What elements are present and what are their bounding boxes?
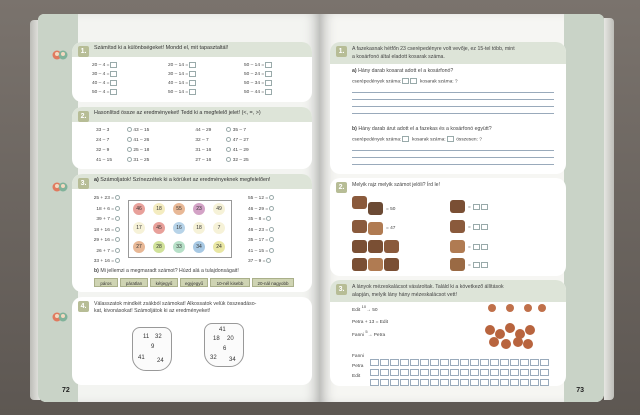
comparison-sign-slot[interactable]: [226, 127, 231, 132]
answer-circle[interactable]: [269, 195, 274, 200]
left-page: [38, 14, 320, 402]
name-label-edit: Edit: [352, 374, 361, 379]
number-circle[interactable]: 7: [213, 222, 225, 234]
compare-right: 41 – 29: [232, 148, 249, 153]
option-odd[interactable]: páratlan: [120, 278, 148, 287]
part-a-text: Számoljatok! Színezzétek ki a körüket az eredményeknek megfelelően!: [100, 177, 271, 183]
grid-cell: [191, 202, 207, 216]
operation: 46 – 23 =: [248, 227, 269, 233]
grid-cell: [171, 240, 187, 254]
ex1-item: 20 – 4 =: [92, 63, 110, 68]
compare-right: 25 – 18: [133, 148, 150, 153]
exercise-3-box: [72, 174, 312, 292]
statement-1: Edit $^{10}$→ 50: [352, 304, 378, 313]
grid-cell: [211, 202, 227, 216]
comparison-sign-slot[interactable]: [127, 147, 132, 152]
number-circle[interactable]: 24: [213, 241, 225, 253]
answer-box[interactable]: [481, 262, 488, 268]
option-two-digit[interactable]: kétjegyű: [150, 278, 178, 287]
basket-icon: [384, 240, 399, 253]
name: Petra: [373, 333, 386, 338]
writing-line[interactable]: [352, 164, 554, 165]
sack-number: 18: [213, 336, 220, 342]
grid-cell: [151, 221, 167, 235]
value: 50: [372, 308, 378, 313]
pot-icon: [368, 240, 383, 253]
sack-number: 24: [157, 358, 164, 364]
data-label: cserépedények száma:: [352, 137, 402, 143]
exercise-number: 1.: [78, 46, 89, 57]
sack-number: 32: [210, 355, 217, 361]
ex1-item: 40 – 4 =: [92, 81, 110, 86]
grid-cell: [131, 202, 147, 216]
answer-box[interactable]: [265, 80, 272, 86]
answer-box[interactable]: [402, 136, 409, 142]
equation-result: = 47: [386, 226, 396, 231]
question-b-text: Hány darab árut adott el a fazekas és a kosárfonó együtt?: [358, 126, 492, 132]
compare-right: 35 – 7: [232, 128, 247, 133]
operation: 18 + 6 =: [96, 206, 114, 212]
exercise-number: 2.: [78, 111, 89, 122]
answer-box[interactable]: [110, 62, 117, 68]
comparison-sign-slot[interactable]: [226, 147, 231, 152]
ex1-item: 40 – 14 =: [168, 81, 189, 86]
data-label: kosarak száma:: [412, 137, 446, 143]
ex2-comparisons: [96, 126, 249, 166]
option-greater-than-20[interactable]: 20-nál nagyobb: [252, 278, 294, 287]
word-problem-1-box: [330, 42, 566, 174]
number-circle[interactable]: 49: [213, 203, 225, 215]
number-circle[interactable]: 27: [133, 241, 145, 253]
grid-cell: [171, 221, 187, 235]
sack-number: 41: [219, 327, 226, 333]
sack-number: 41: [138, 355, 145, 361]
right-page-edge: [604, 18, 614, 400]
comparison-sign-slot[interactable]: [127, 157, 132, 162]
exercise-1-box: [72, 42, 312, 102]
ex3-left-operations: [80, 194, 120, 268]
problem-text-line-2: a kosárfonó által eladott kosarak száma.: [352, 54, 445, 60]
writing-line[interactable]: [352, 106, 554, 107]
operation: 37 – 9 =: [248, 259, 266, 264]
compare-right: 31 – 25: [133, 158, 150, 163]
exercise-instruction: [94, 177, 271, 183]
exercise-number: 2.: [336, 182, 347, 193]
compare-left: 24 – 7: [96, 138, 110, 143]
answer-box[interactable]: [410, 78, 417, 84]
compare-left: 32 – 9: [96, 148, 110, 153]
basket-icon: [450, 220, 465, 233]
operation: 26 + 7 =: [96, 248, 114, 254]
answer-box[interactable]: [265, 89, 272, 95]
compare-left: 32 – 7: [195, 138, 209, 143]
answer-box[interactable]: [110, 89, 117, 95]
open-workbook: [38, 14, 604, 402]
question-a-text: Hány darab kosarat adott el a kosárfonó?: [358, 68, 454, 74]
answer-box[interactable]: [189, 89, 196, 95]
color-grid: [128, 200, 232, 258]
exercise-4-box: [72, 297, 312, 385]
compare-left: 27 – 16: [195, 158, 212, 163]
number-sack-2: [204, 323, 244, 367]
operation: 25 + 23 =: [93, 196, 114, 201]
operation: 55 – 12 =: [248, 196, 269, 201]
operation: 35 – 8 =: [248, 217, 266, 222]
sack-number: 6: [223, 346, 227, 352]
bread-icon: [368, 222, 383, 235]
pair-work-icon: [52, 180, 68, 194]
compare-right: 32 – 25: [232, 158, 249, 163]
basket-icon: [352, 196, 367, 209]
writing-line[interactable]: [352, 99, 554, 100]
answer-box[interactable]: [110, 80, 117, 86]
comparison-sign-slot[interactable]: [226, 137, 231, 142]
sack-number: 20: [227, 336, 234, 342]
sack-number: 11: [143, 334, 150, 340]
answer-circle[interactable]: [115, 195, 120, 200]
compare-left: 44 – 29: [195, 128, 212, 133]
option-even[interactable]: páros: [94, 278, 118, 287]
operation: 39 + 7 =: [96, 217, 114, 222]
pretzel-icon: [368, 258, 383, 271]
gingerbread-problem-box: [330, 280, 566, 386]
grid-cell: [151, 202, 167, 216]
number-sack-1: [132, 327, 172, 371]
data-line-b: [352, 136, 482, 142]
arrow-label: 5: [365, 329, 368, 334]
answer-circle[interactable]: [115, 227, 120, 232]
ex1-item: 30 – 4 =: [92, 72, 110, 77]
problem-text-line-2: alapján, melyik lány hány mézeskalácsot vett!: [352, 292, 457, 298]
pair-work-icon: [52, 48, 68, 62]
exercise-number: 1.: [336, 46, 347, 57]
comparison-sign-slot[interactable]: [127, 127, 132, 132]
operation: 35 – 17 =: [248, 238, 269, 243]
answer-box[interactable]: [473, 224, 480, 230]
page-number: 73: [576, 387, 584, 394]
answer-circle[interactable]: [266, 216, 271, 221]
answer-box[interactable]: [473, 204, 480, 210]
ex1-item: 50 – 44 =: [244, 90, 265, 95]
exercise-number: 3.: [78, 178, 89, 189]
comparison-sign-slot[interactable]: [127, 137, 132, 142]
ex3-right-operations: [248, 194, 274, 268]
operation: 33 + 16 =: [93, 259, 114, 264]
pot-icon: [352, 240, 367, 253]
question-b: [352, 126, 492, 132]
problem-text-line-1: A fazekasnak hétfőn 23 cserépedényre volt vevője, ez 15-tel több, mint: [352, 46, 515, 52]
ex1-item: 50 – 34 =: [244, 81, 265, 86]
ex1-column-3: [244, 61, 272, 97]
bread-icon: [450, 240, 465, 253]
problem-text-line-1: A lányok mézeskalácsot vásároltak. Találd ki a következő állítások: [352, 284, 504, 290]
grid-cell: [171, 202, 187, 216]
number-circle[interactable]: 45: [153, 222, 165, 234]
number-circle[interactable]: 23: [193, 203, 205, 215]
grid-cell: [191, 240, 207, 254]
number-circle[interactable]: 18: [193, 222, 205, 234]
picture-code-box: [330, 178, 566, 276]
pretzel-icon: [450, 258, 465, 271]
writing-line[interactable]: [352, 113, 554, 114]
ex1-item: 20 – 14 =: [168, 63, 189, 68]
ex4-instruction-line-2: kat, kivonásokat! Számoljátok ki az eredményeket!: [94, 308, 211, 314]
comparison-sign-slot[interactable]: [226, 157, 231, 162]
option-one-digit[interactable]: egyjegyű: [180, 278, 208, 287]
answer-circle[interactable]: [115, 248, 120, 253]
writing-line[interactable]: [352, 150, 554, 151]
grid-cell: [151, 240, 167, 254]
answer-box[interactable]: [481, 244, 488, 250]
answer-circle[interactable]: [266, 258, 271, 263]
compare-right: 47 – 27: [232, 138, 249, 143]
answer-slot: =: [468, 262, 488, 268]
compare-right: 41 – 26: [133, 138, 150, 143]
writing-line[interactable]: [352, 92, 554, 93]
answer-box[interactable]: [402, 78, 409, 84]
number-circle[interactable]: 46: [133, 203, 145, 215]
answer-circle[interactable]: [269, 227, 274, 232]
grid-cell: [191, 221, 207, 235]
answer-slot: =: [468, 224, 488, 230]
compare-left: 33 – 3: [96, 128, 110, 133]
ex1-item: 50 – 14 =: [168, 90, 189, 95]
right-page: [320, 14, 604, 402]
statement-3: Fanni $^5$→ Petra: [352, 329, 386, 338]
name: Edit: [352, 308, 361, 313]
pair-work-icon: [52, 310, 68, 324]
answer-box[interactable]: [265, 71, 272, 77]
pot-icon: [450, 200, 465, 213]
answer-circle[interactable]: [269, 237, 274, 242]
answer-circle[interactable]: [269, 206, 274, 211]
data-label: cserépedények száma:: [352, 79, 402, 85]
answer-box[interactable]: [189, 80, 196, 86]
operation: 29 + 16 =: [93, 238, 114, 243]
answer-row-edit[interactable]: [370, 373, 550, 381]
answer-circle[interactable]: [115, 258, 120, 263]
answer-slot: =: [468, 244, 488, 250]
answer-row-petra[interactable]: [370, 363, 550, 371]
grid-cell: [211, 221, 227, 235]
part-b-text: Mi jellemzi a megmaradt számot? Húzd alá a tulajdonságait!: [100, 268, 239, 274]
writing-line[interactable]: [352, 157, 554, 158]
answer-box[interactable]: [447, 136, 454, 142]
number-circle[interactable]: 28: [153, 241, 165, 253]
answer-row-fanni[interactable]: [370, 353, 550, 361]
compare-right: 43 – 15: [133, 128, 150, 133]
number-circle[interactable]: 34: [193, 241, 205, 253]
exercise-instruction: Számítsd ki a különbségeket! Mondd el, mit tapasztaltál!: [94, 45, 229, 51]
ex4-instruction-line-1: Válasszatok mindkét zsákból számokat! Alkossatok velük összeadáso-: [94, 301, 257, 307]
exercise-number: 4.: [78, 301, 89, 312]
ex1-column-1: [92, 61, 117, 97]
equation-result: = 50: [386, 207, 396, 212]
sack-number: 9: [151, 344, 155, 350]
name-label-petra: Petra: [352, 364, 364, 369]
name: Fanni: [352, 333, 364, 338]
answer-box[interactable]: [110, 71, 117, 77]
number-circle[interactable]: 17: [133, 222, 145, 234]
sack-number: 32: [155, 334, 162, 340]
answer-box[interactable]: [481, 224, 488, 230]
ex1-column-2: [168, 61, 196, 97]
number-circle[interactable]: 33: [173, 241, 185, 253]
answer-circle[interactable]: [115, 206, 120, 211]
arrow-label: 10: [361, 304, 367, 309]
gingerbread-cookies-icon: [480, 300, 550, 352]
ex1-item: 30 – 14 =: [168, 72, 189, 77]
part-label: b): [94, 268, 99, 274]
pot-icon: [368, 202, 383, 215]
answer-box[interactable]: [189, 62, 196, 68]
number-circle[interactable]: 16: [173, 222, 185, 234]
data-label: összesen: ?: [456, 137, 482, 143]
answer-box[interactable]: [189, 71, 196, 77]
name-label-fanni: Fanni: [352, 354, 364, 359]
option-less-than-10[interactable]: 10-nél kisebb: [210, 278, 250, 287]
part-label: b): [352, 126, 357, 132]
pot-icon: [384, 258, 399, 271]
answer-box[interactable]: [481, 204, 488, 210]
answer-circle[interactable]: [269, 248, 274, 253]
part-b-instruction: [94, 268, 239, 274]
part-label: a): [352, 68, 357, 74]
pot-icon: [352, 258, 367, 271]
grid-cell: [131, 240, 147, 254]
sack-number: 34: [229, 357, 236, 363]
number-circle[interactable]: 55: [173, 203, 185, 215]
answer-slot: =: [468, 204, 488, 210]
operation: 41 – 15 =: [248, 248, 269, 254]
answer-box[interactable]: [473, 244, 480, 250]
answer-box[interactable]: [265, 62, 272, 68]
statement-2: Petra + 13 = Edit: [352, 320, 389, 325]
ex1-item: 50 – 24 =: [244, 72, 265, 77]
exercise-2-box: [72, 107, 312, 169]
ex1-item: 50 – 14 =: [244, 63, 265, 68]
part-label: a): [94, 177, 99, 183]
data-line-a: [352, 78, 458, 84]
grid-cell: [211, 240, 227, 254]
grid-cell: [131, 221, 147, 235]
operation: 18 + 16 =: [93, 227, 114, 233]
right-margin-band: [564, 14, 604, 402]
ex1-item: 50 – 4 =: [92, 90, 110, 95]
operation: 46 – 29 =: [248, 206, 269, 212]
data-label: kosarak száma: ?: [420, 79, 458, 85]
answer-circle[interactable]: [115, 237, 120, 242]
compare-left: 41 – 15: [96, 158, 113, 163]
question-a: [352, 68, 453, 74]
number-circle[interactable]: 18: [153, 203, 165, 215]
answer-box[interactable]: [473, 262, 480, 268]
compare-left: 31 – 16: [195, 148, 212, 153]
basket-icon: [352, 220, 367, 233]
exercise-number: 3.: [336, 284, 347, 295]
exercise-instruction: Hasonlítsd össze az eredményeket! Tedd ki a megfelelő jelet! (<, =, >): [94, 110, 261, 116]
property-options: [94, 278, 304, 288]
page-number: 72: [62, 387, 70, 394]
exercise-instruction: Melyik rajz melyik számot jelöli? Írd le!: [352, 182, 440, 188]
answer-circle[interactable]: [115, 216, 120, 221]
